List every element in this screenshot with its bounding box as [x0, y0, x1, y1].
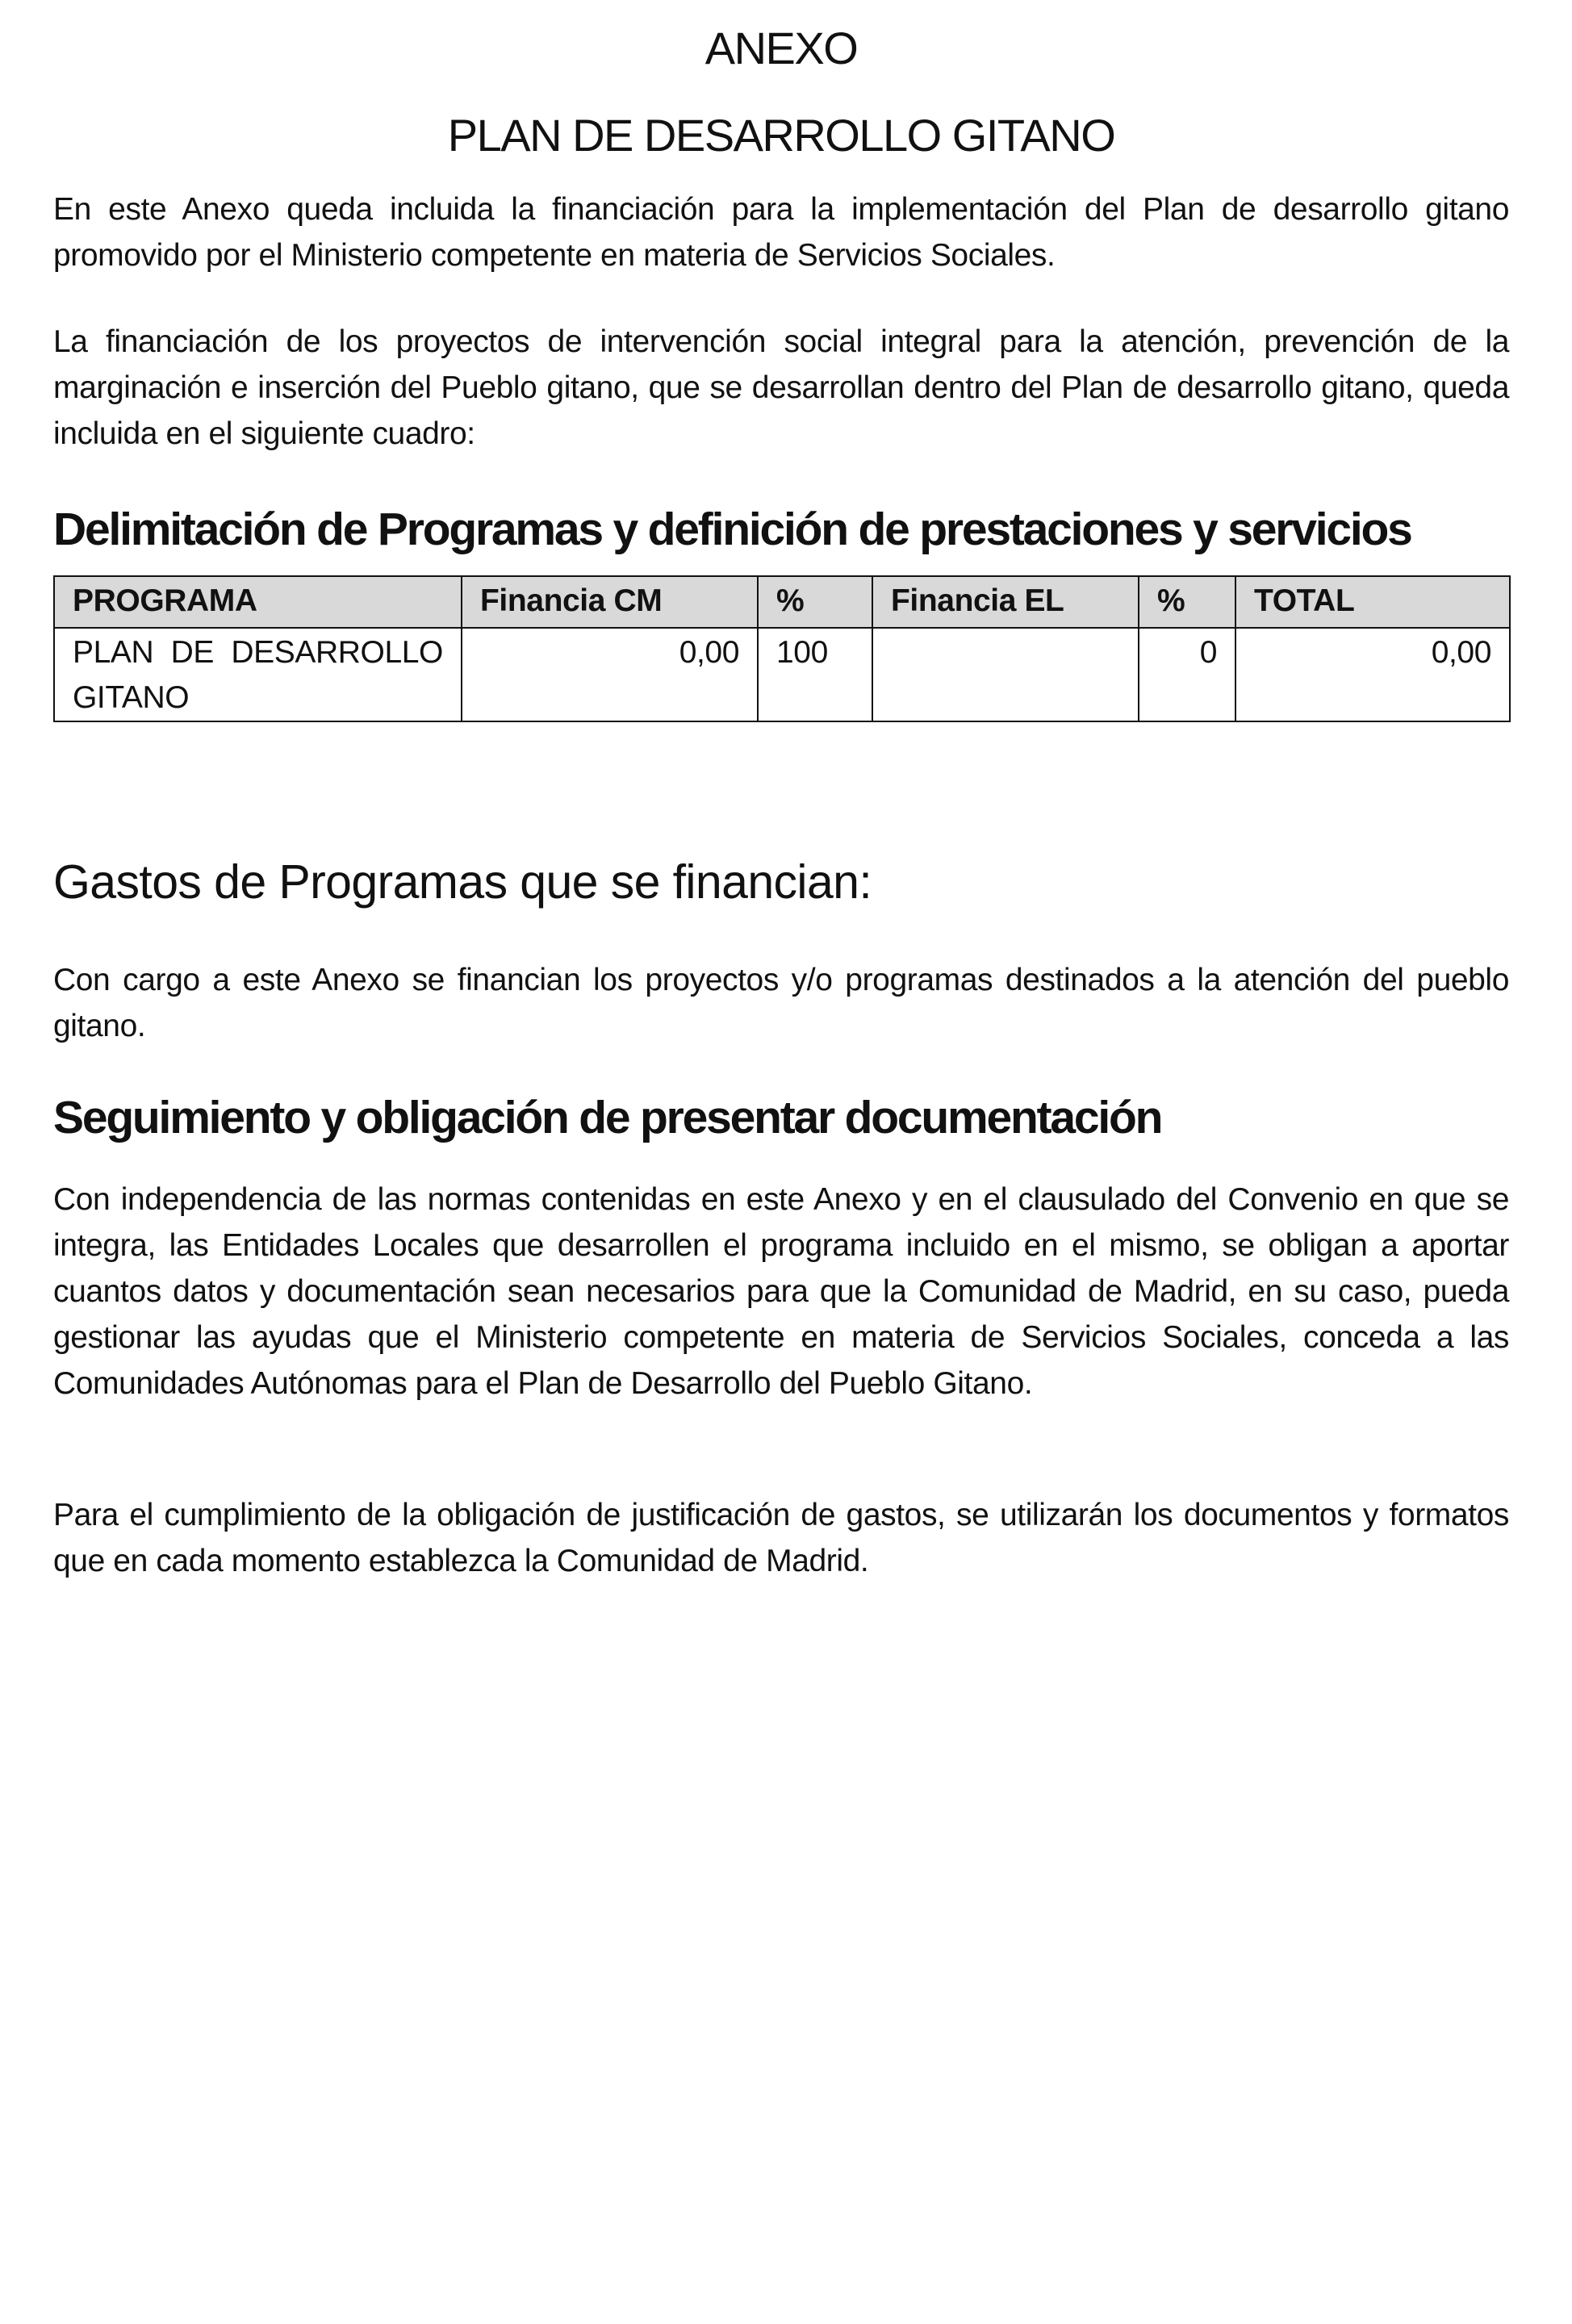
cell-percent-cm: 100 [758, 628, 872, 721]
cell-programa: PLAN DE DESARROLLO GITANO [54, 628, 462, 721]
header-programa: PROGRAMA [54, 576, 462, 628]
gastos-paragraph: Con cargo a este Anexo se financian los proyectos y/o programas destinados a la atención del pueblo gitano. [53, 963, 1509, 1043]
cell-percent-el: 0 [1139, 628, 1235, 721]
intro-paragraph-1: En este Anexo queda incluida la financiación para la implementación del Plan de desarrollo gitano promovido por el Ministerio competente en materia de Servicios Sociales. [53, 192, 1509, 273]
header-percent-cm: % [758, 576, 872, 628]
section-heading-delimitacion: Delimitación de Programas y definición de prestaciones y servicios [53, 504, 1411, 555]
header-percent-el: % [1139, 576, 1235, 628]
cell-financia-cm: 0,00 [462, 628, 758, 721]
table-header-row [54, 576, 1510, 628]
document-title: ANEXO [704, 23, 858, 73]
section-heading-gastos: Gastos de Programas que se financian: [53, 855, 872, 909]
header-total: TOTAL [1235, 576, 1510, 628]
document-subtitle: PLAN DE DESARROLLO GITANO [447, 110, 1115, 161]
seguimiento-paragraph-1: Con independencia de las normas contenidas en este Anexo y en el clausulado del Convenio en que se integra, las Entidades Locales que desarrollen el programa incluido en el mismo, se obligan a aportar cuantos datos y documentación sean necesarios para que la Comunidad de Madrid, en su caso, pueda gestionar las ayudas que el Ministerio competente en materia de Servicios Sociales, conceda a las Comunidades Autónomas para el Plan de Desarrollo del Pueblo Gitano. [53, 1182, 1509, 1401]
section-heading-seguimiento: Seguimiento y obligación de presentar documentación [53, 1092, 1162, 1143]
cell-total: 0,00 [1235, 628, 1510, 721]
programs-table [53, 575, 1511, 722]
intro-paragraph-2: La financiación de los proyectos de intervención social integral para la atención, prevención de la marginación e inserción del Pueblo gitano, que se desarrollan dentro del Plan de desarrollo gitano, queda incluida en el siguiente cuadro: [53, 324, 1509, 451]
cell-financia-el [872, 628, 1139, 721]
header-financia-el: Financia EL [872, 576, 1139, 628]
seguimiento-paragraph-2: Para el cumplimiento de la obligación de justificación de gastos, se utilizarán los documentos y formatos que en cada momento establezca la Comunidad de Madrid. [53, 1498, 1509, 1578]
document-page [53, 0, 1509, 2324]
header-financia-cm: Financia CM [462, 576, 758, 628]
table-row [54, 628, 1510, 721]
